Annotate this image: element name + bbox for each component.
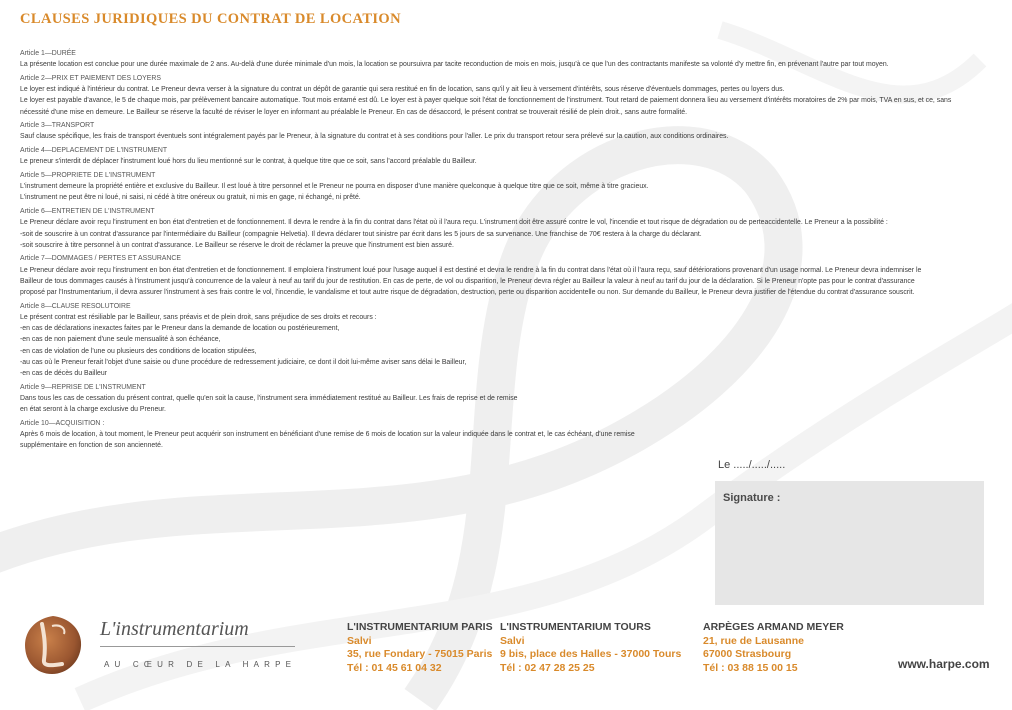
address-tours — [500, 621, 681, 675]
article-text: L'instrument demeure la propriété entière et exclusive du Bailleur. Il est loué à titre personnel et le Preneur ne pourra en disposer d'une manière quelconque à quelque titre que ce soit, même à titre gracieux. — [20, 183, 649, 191]
logo-name: L'instrumentarium — [100, 618, 249, 640]
article-text: proposé par l'Instrumentarium, il devra assurer l'instrument à ses frais contre le vol, l'incendie, le vandalisme et tout autre risque de dégradation, destruction, perte ou disparition accidentelle ou non. Sur demande du Bailleur, le Preneur devra justifier de l'étendue du contrat d'assurance souscrit. — [20, 289, 915, 297]
address-line1: Salvi — [347, 634, 372, 647]
article-text: Bailleur de tous dommages causés à l'instrument jusqu'à concurrence de la valeur à neuf au tarif du jour de restitution. En cas de perte, de vol ou disparition, le Preneur devra régler au Bailleur la valeur à neuf au tarif du jour de la déclaration. Si le Preneur n'opte pas pour le contrat d'assurance — [20, 277, 915, 285]
article-heading: Article 4—DEPLACEMENT DE L'INSTRUMENT — [20, 147, 168, 155]
article-heading: Article 2—PRIX ET PAIEMENT DES LOYERS — [20, 74, 161, 82]
logo-tagline: AU CŒUR DE LA HARPE — [104, 660, 297, 669]
article-text: La présente location est conclue pour une durée maximale de 2 ans. Au-delà d'une durée minimale d'un mois, la location se poursuivra par tacite reconduction de mois en mois, jusqu'à ce que l'un des contractants manifeste sa volonté d'y mettre fin, en prévenant l'autre par tout moyen. — [20, 61, 889, 69]
article-text: -soit de souscrire à un contrat d'assurance par l'intermédiaire du Bailleur (compagnie Helvetia). Il devra déclarer tout sinistre par écrit dans les 5 jours de sa survenance. Une franchise de 70€ restera à la charge du déclarant. — [20, 230, 702, 238]
article-text: en état seront à la charge exclusive du Preneur. — [20, 406, 166, 414]
date-line: Le ...../...../..... — [718, 459, 786, 471]
article-text: Le Preneur déclare avoir reçu l'instrument en bon état d'entretien et de fonctionnement. Il emploiera l'instrument loué pour l'usage auquel il est destiné et devra le rendre à la fin du contrat dans l'état où il l'aura reçu, sauf détériorations provenant d'un usage normal. Le Preneur devra indemniser le — [20, 266, 922, 274]
logo-divider — [100, 646, 295, 647]
article-text: Le preneur s'interdit de déplacer l'instrument loué hors du lieu mentionné sur le contrat, à quelque titre que ce soit, sans l'accord préalable du Bailleur. — [20, 158, 477, 166]
address-line1: 21, rue de Lausanne — [703, 634, 804, 647]
page-title: CLAUSES JURIDIQUES DU CONTRAT DE LOCATION — [20, 11, 401, 27]
article-text: Le présent contrat est résiliable par le Bailleur, sans préavis et de plein droit, sans préjudice de ses droits et recours : — [20, 313, 377, 321]
article-heading: Article 5—PROPRIETE DE L'INSTRUMENT — [20, 172, 156, 180]
signature-box[interactable] — [715, 481, 984, 605]
signature-label: Signature : — [723, 492, 781, 504]
article-heading: Article 9—REPRISE DE L'INSTRUMENT — [20, 383, 146, 391]
address-line2: 35, rue Fondary - 75015 Paris — [347, 648, 493, 660]
instrumentarium-logo — [22, 612, 297, 682]
article-text: Dans tous les cas de cessation du présent contrat, quelle qu'en soit la cause, l'instrument sera immédiatement restitué au Bailleur. Les frais de reprise et de remise — [20, 394, 518, 402]
article-text: Après 6 mois de location, à tout moment, le Preneur peut acquérir son instrument en bénéficiant d'une remise de 6 mois de location sur la valeur indiquée dans le contrat et, le cas échéant, d'une remise — [20, 431, 635, 438]
harp-emblem-icon — [22, 614, 84, 676]
address-line2: 67000 Strasbourg — [703, 648, 792, 660]
article-text: Le loyer est payable d'avance, le 5 de chaque mois, par prélèvement bancaire automatique. Tout mois entamé est dû. Le loyer est à payer quelque soit l'état de fonctionnement de l'instrument. Tout retard de paiement donnera lieu au versement d'intérêts moratoires de 2% par mois, TVA en sus, et ce, sans — [20, 97, 952, 105]
address-strasbourg — [703, 621, 844, 675]
address-phone: Tél : 03 88 15 00 15 — [703, 661, 798, 674]
article-text: Le Preneur déclare avoir reçu l'instrument en bon état d'entretien et de fonctionnement. Il devra le rendre à la fin du contrat dans l'état où il l'aura reçu. L'instrument doit être assuré contre le vol, l'incendie et tout risque de dégradation ou de perteaccidentelle. Le Preneur a la possibilité : — [20, 219, 888, 227]
article-text: -en cas de déclarations inexactes faites par le Preneur dans la demande de location ou postérieurement, — [20, 325, 340, 333]
address-line2: 9 bis, place des Halles - 37000 Tours — [500, 648, 682, 660]
address-name: L'INSTRUMENTARIUM PARIS — [347, 621, 493, 633]
address-phone: Tél : 01 45 61 04 32 — [347, 661, 442, 674]
article-text: -soit souscrire à titre personnel à un contrat d'assurance. Le Bailleur se réserve le droit de réclamer la preuve que l'instrument est bien assuré. — [20, 241, 454, 249]
article-heading: Article 6—ENTRETIEN DE L'INSTRUMENT — [20, 208, 155, 216]
website-link[interactable]: www.harpe.com — [898, 657, 990, 671]
articles-section — [20, 48, 980, 451]
article-heading: Article 10—ACQUISITION : — [20, 419, 105, 427]
article-heading: Article 3—TRANSPORT — [20, 122, 95, 130]
article-text: Le loyer est indiqué à l'intérieur du contrat. Le Preneur devra verser à la signature du contrat un dépôt de garantie qui sera restitué en fin de location, sans qu'il y ait lieu à versement d'intérêts, sous réserve d'éventuels dommages, pertes ou loyers dus. — [20, 86, 785, 94]
article-text: Sauf clause spécifique, les frais de transport éventuels sont intégralement payés par le Preneur, à la signature du contrat et à ses conditions pour l'aller. Le prix du transport retour sera prélevé sur la caution, aux conditions ordinaires. — [20, 133, 729, 141]
address-phone: Tél : 02 47 28 25 25 — [500, 661, 595, 674]
article-heading: Article 7—DOMMAGES / PERTES ET ASSURANCE — [20, 255, 181, 263]
article-text: -en cas de violation de l'une ou plusieurs des conditions de location stipulées, — [20, 347, 257, 355]
address-paris — [347, 621, 493, 675]
article-heading: Article 8—CLAUSE RESOLUTOIRE — [20, 302, 131, 310]
article-text: -au cas où le Preneur ferait l'objet d'une saisie ou d'une procédure de redressement judiciaire, ce dont il doit lui-même aviser sans délai le Bailleur, — [20, 358, 467, 366]
article-heading: Article 1—DURÉE — [20, 50, 76, 57]
article-text: -en cas de décès du Bailleur — [20, 369, 107, 377]
article-text: nécessité d'une mise en demeure. Le Bailleur se réserve la faculté de réviser le loyer en informant au préalable le Preneur. En cas de désaccord, le présent contrat se trouverait résilié de plein droit., sans autre formalité. — [20, 108, 687, 116]
address-name: ARPÈGES ARMAND MEYER — [703, 621, 844, 633]
address-line1: Salvi — [500, 634, 525, 647]
article-text: L'instrument ne peut être ni loué, ni saisi, ni cédé à titre onéreux ou gratuit, ni mis en gage, ni échangé, ni prêté. — [20, 194, 361, 202]
article-text: supplémentaire en fonction de son ancienneté. — [20, 442, 163, 450]
address-name: L'INSTRUMENTARIUM TOURS — [500, 621, 651, 633]
article-text: -en cas de non paiement d'une seule mensualité à son échéance, — [20, 336, 221, 344]
